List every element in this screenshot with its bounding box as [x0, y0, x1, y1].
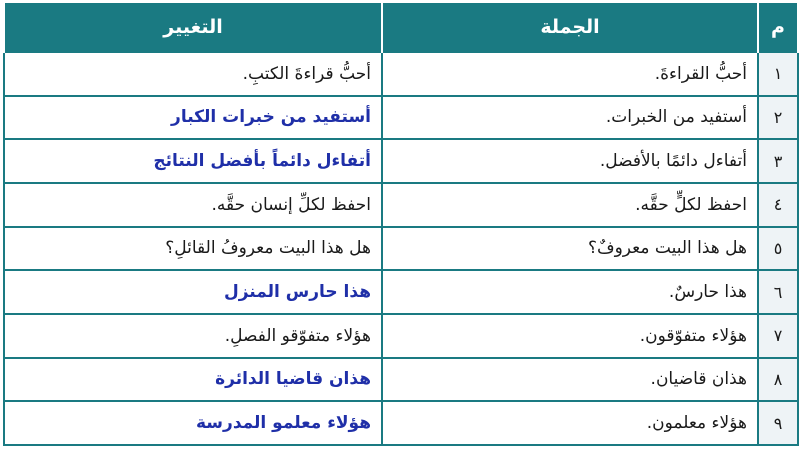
row-number: ٥: [758, 227, 798, 271]
row-number: ١: [758, 52, 798, 96]
table-row: [4, 227, 798, 271]
table-row: [4, 139, 798, 183]
row-change: هؤلاء معلمو المدرسة: [4, 401, 382, 445]
row-sentence: أتفاءل دائمًا بالأفضل.: [382, 139, 758, 183]
row-sentence: أستفيد من الخبرات.: [382, 96, 758, 140]
row-change: أستفيد من خبرات الكبار: [4, 96, 382, 140]
header-number: م: [758, 3, 798, 52]
header-sentence: الجملة: [382, 3, 758, 52]
row-number: ٩: [758, 401, 798, 445]
grammar-table-container: [3, 3, 797, 446]
row-sentence: هذا حارسٌ.: [382, 270, 758, 314]
row-change: هذان قاضيا الدائرة: [4, 358, 382, 402]
table-row: [4, 358, 798, 402]
header-change: التغيير: [4, 3, 382, 52]
row-sentence: احفظ لكلٍّ حقَّه.: [382, 183, 758, 227]
row-sentence: هؤلاء معلمون.: [382, 401, 758, 445]
row-change: أتفاءل دائماً بأفضل النتائج: [4, 139, 382, 183]
row-number: ٤: [758, 183, 798, 227]
table-header-row: [4, 3, 798, 52]
row-change: هذا حارس المنزل: [4, 270, 382, 314]
row-number: ٨: [758, 358, 798, 402]
table-row: [4, 96, 798, 140]
row-change: هؤلاء متفوّقو الفصلِ.: [4, 314, 382, 358]
grammar-table: [3, 3, 799, 446]
row-sentence: هذان قاضيان.: [382, 358, 758, 402]
row-change: احفظ لكلِّ إنسان حقَّه.: [4, 183, 382, 227]
row-change: هل هذا البيت معروفُ القائلِ؟: [4, 227, 382, 271]
table-row: [4, 314, 798, 358]
row-number: ٧: [758, 314, 798, 358]
table-row: [4, 401, 798, 445]
row-sentence: هؤلاء متفوّقون.: [382, 314, 758, 358]
row-number: ٢: [758, 96, 798, 140]
row-sentence: هل هذا البيت معروفٌ؟: [382, 227, 758, 271]
table-row: [4, 52, 798, 96]
table-row: [4, 183, 798, 227]
row-change: أحبُّ قراءةَ الكتبِ.: [4, 52, 382, 96]
table-row: [4, 270, 798, 314]
table-body: [4, 52, 798, 445]
row-number: ٣: [758, 139, 798, 183]
row-sentence: أحبُّ القراءةَ.: [382, 52, 758, 96]
row-number: ٦: [758, 270, 798, 314]
